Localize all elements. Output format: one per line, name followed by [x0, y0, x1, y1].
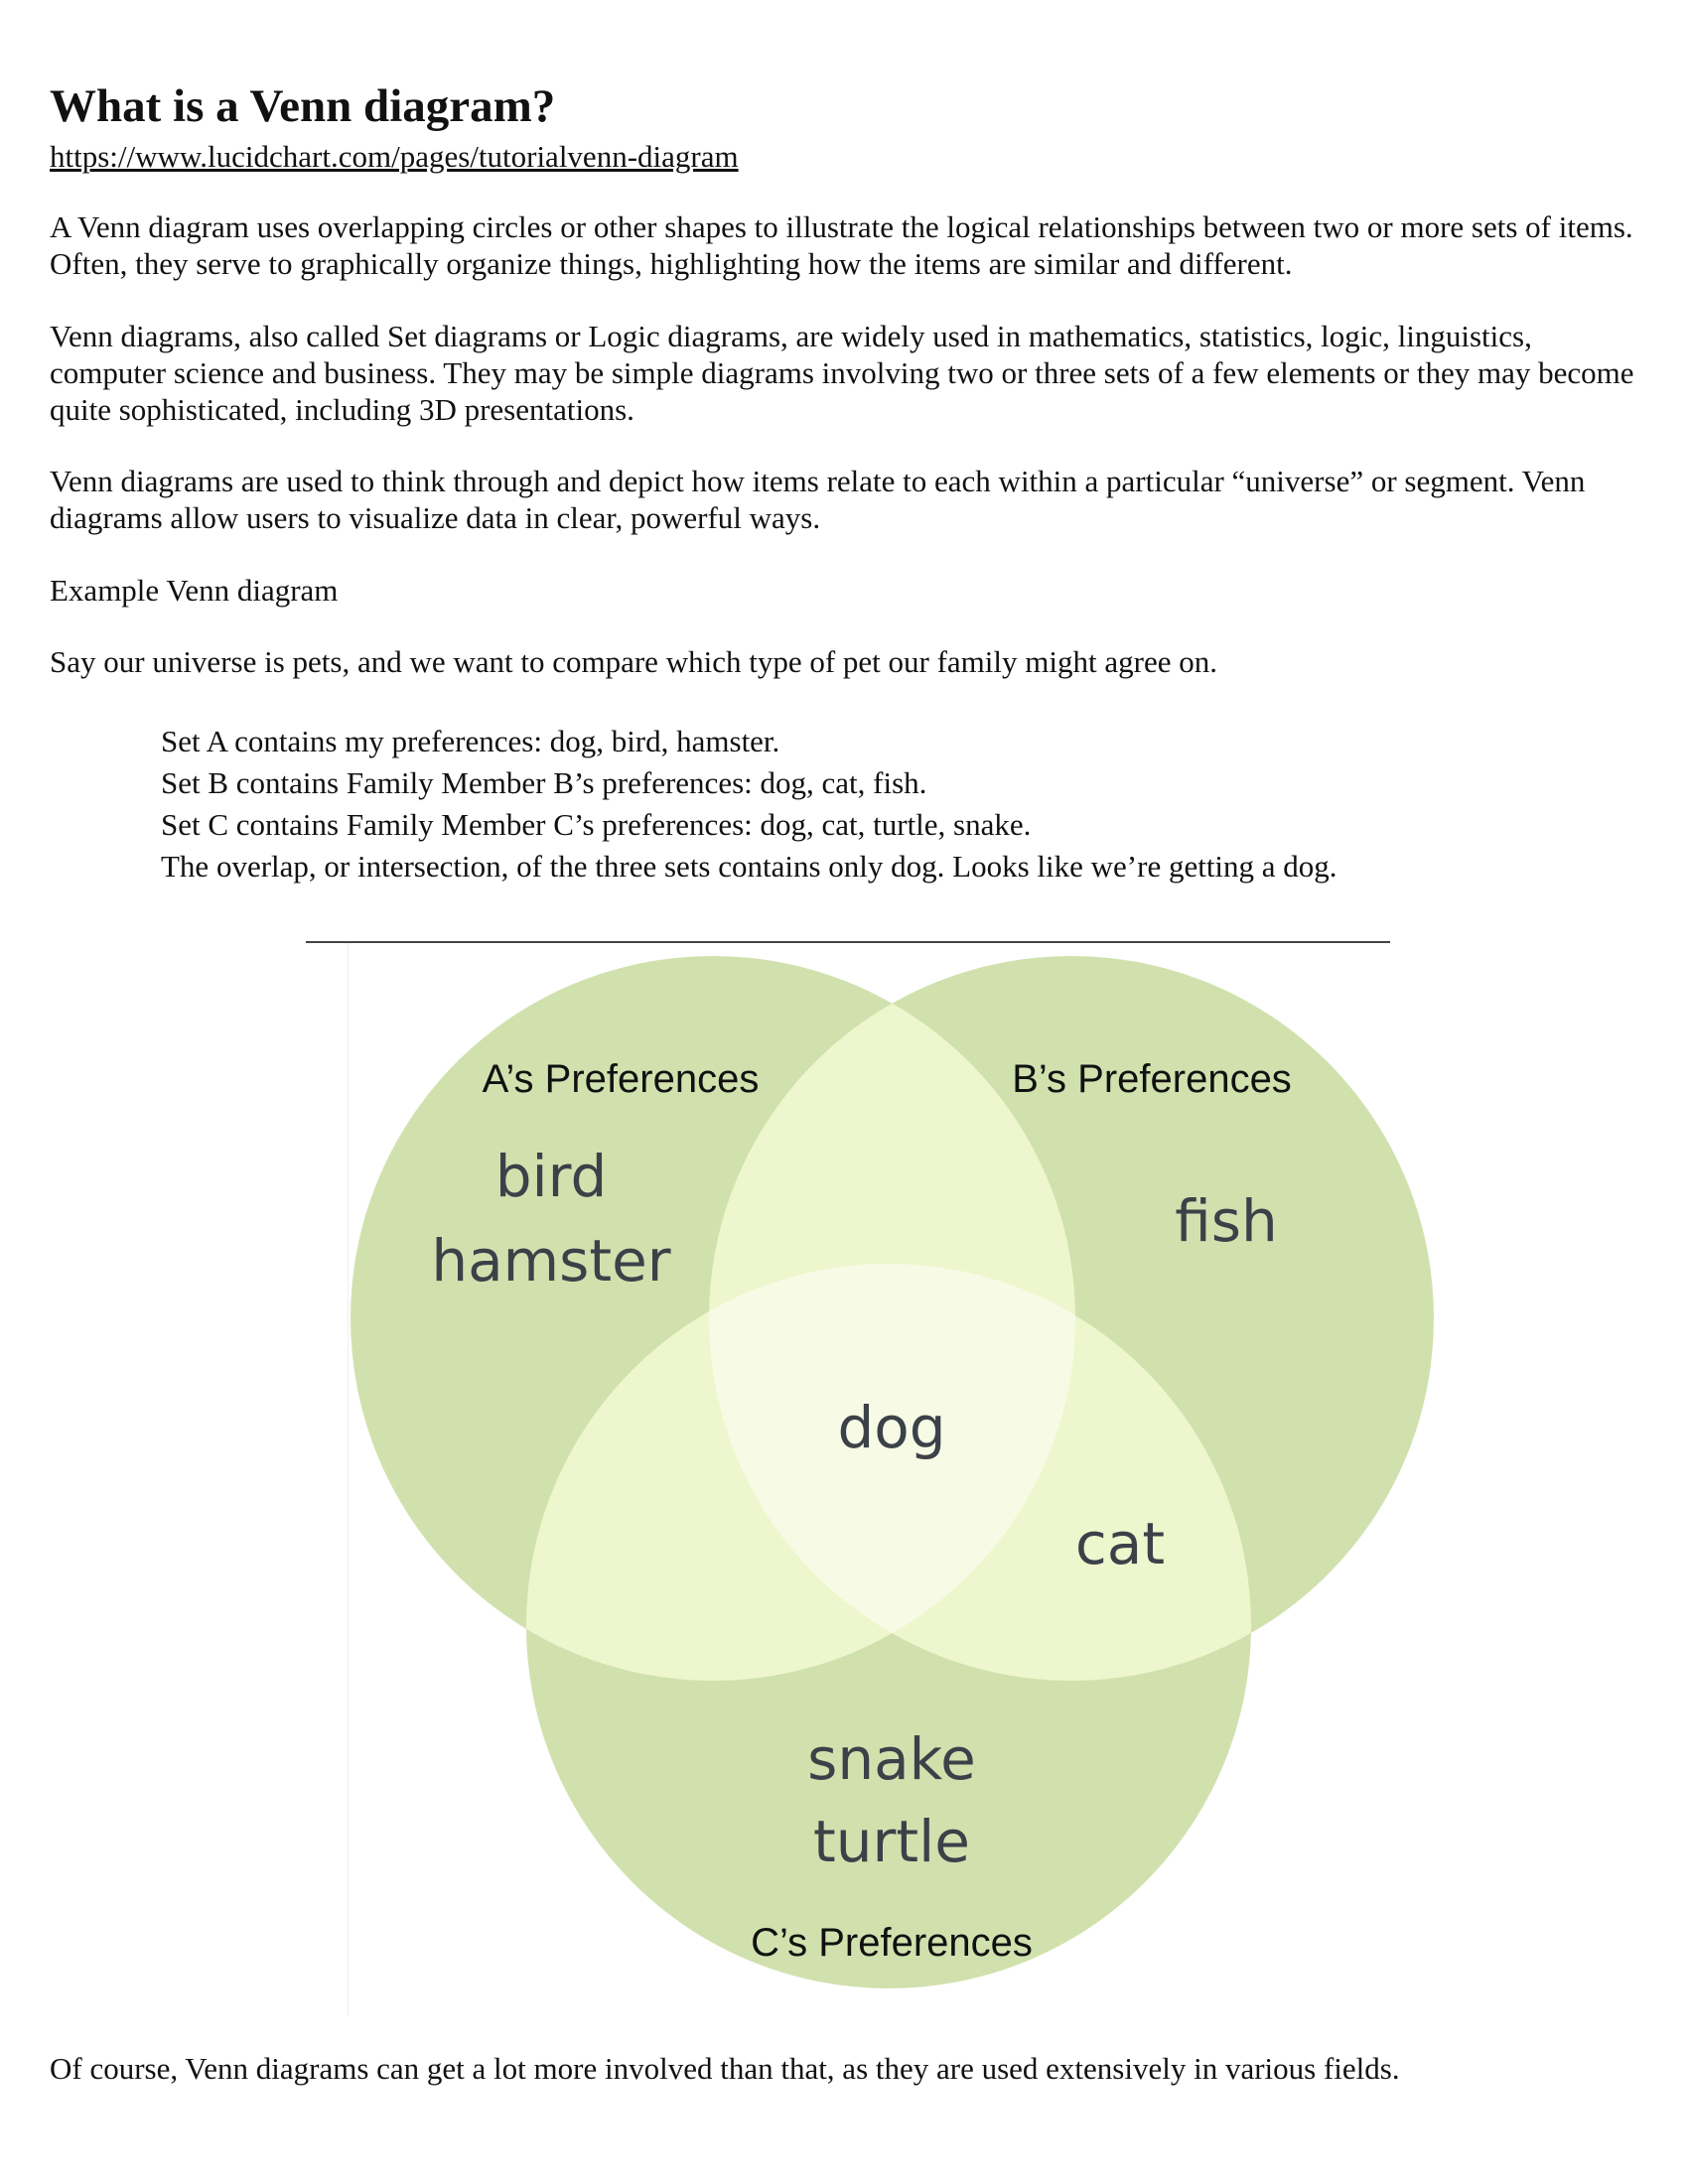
item-dog: dog: [837, 1394, 946, 1461]
item-hamster: hamster: [431, 1227, 671, 1295]
intersection-line: The overlap, or intersection, of the three sets contains only dog. Looks like we’re getting a dog.: [161, 849, 1337, 884]
image-frame-edge: [348, 943, 349, 2015]
set-list: [161, 721, 1337, 887]
closing-paragraph: Of course, Venn diagrams can get a lot more involved than that, as they are used extensively in various fields.: [50, 2051, 1400, 2086]
page-title: What is a Venn diagram?: [50, 80, 556, 132]
set-b-line: Set B contains Family Member B’s preferences: dog, cat, fish.: [161, 765, 927, 800]
label-b-preferences: B’s Preferences: [1012, 1057, 1292, 1101]
usage-paragraph: Venn diagrams, also called Set diagrams or Logic diagrams, are widely used in mathematics, statistics, logic, linguistics, computer science and business. They may be simple diagrams involving two or three sets of a few elements or they may become quite sophisticated, including 3D presentations.: [50, 319, 1634, 427]
set-c-line: Set C contains Family Member C’s preferences: dog, cat, turtle, snake.: [161, 807, 1032, 842]
label-a-preferences: A’s Preferences: [482, 1057, 760, 1101]
item-fish: fish: [1175, 1187, 1278, 1255]
venn-svg: [348, 943, 1440, 2015]
item-bird: bird: [494, 1143, 608, 1210]
example-heading: Example Venn diagram: [50, 573, 339, 608]
item-turtle: turtle: [813, 1808, 970, 1875]
venn-diagram: [348, 943, 1440, 2015]
item-cat: cat: [1074, 1510, 1166, 1577]
source-link[interactable]: https://www.lucidchart.com/pages/tutorialvenn-diagram: [50, 139, 739, 174]
universe-paragraph: Venn diagrams are used to think through and depict how items relate to each within a particular “universe” or segment. Venn diagrams allow users to visualize data in clear, powerful ways.: [50, 464, 1586, 535]
label-c-preferences: C’s Preferences: [751, 1921, 1033, 1965]
set-a-line: Set A contains my preferences: dog, bird, hamster.: [161, 724, 780, 758]
intro-paragraph: A Venn diagram uses overlapping circles or other shapes to illustrate the logical relationships between two or more sets of items. Often, they serve to graphically organize things, highlighting how the items are similar and different.: [50, 209, 1633, 281]
example-intro: Say our universe is pets, and we want to compare which type of pet our family might agree on.: [50, 644, 1217, 679]
item-snake: snake: [807, 1725, 976, 1793]
